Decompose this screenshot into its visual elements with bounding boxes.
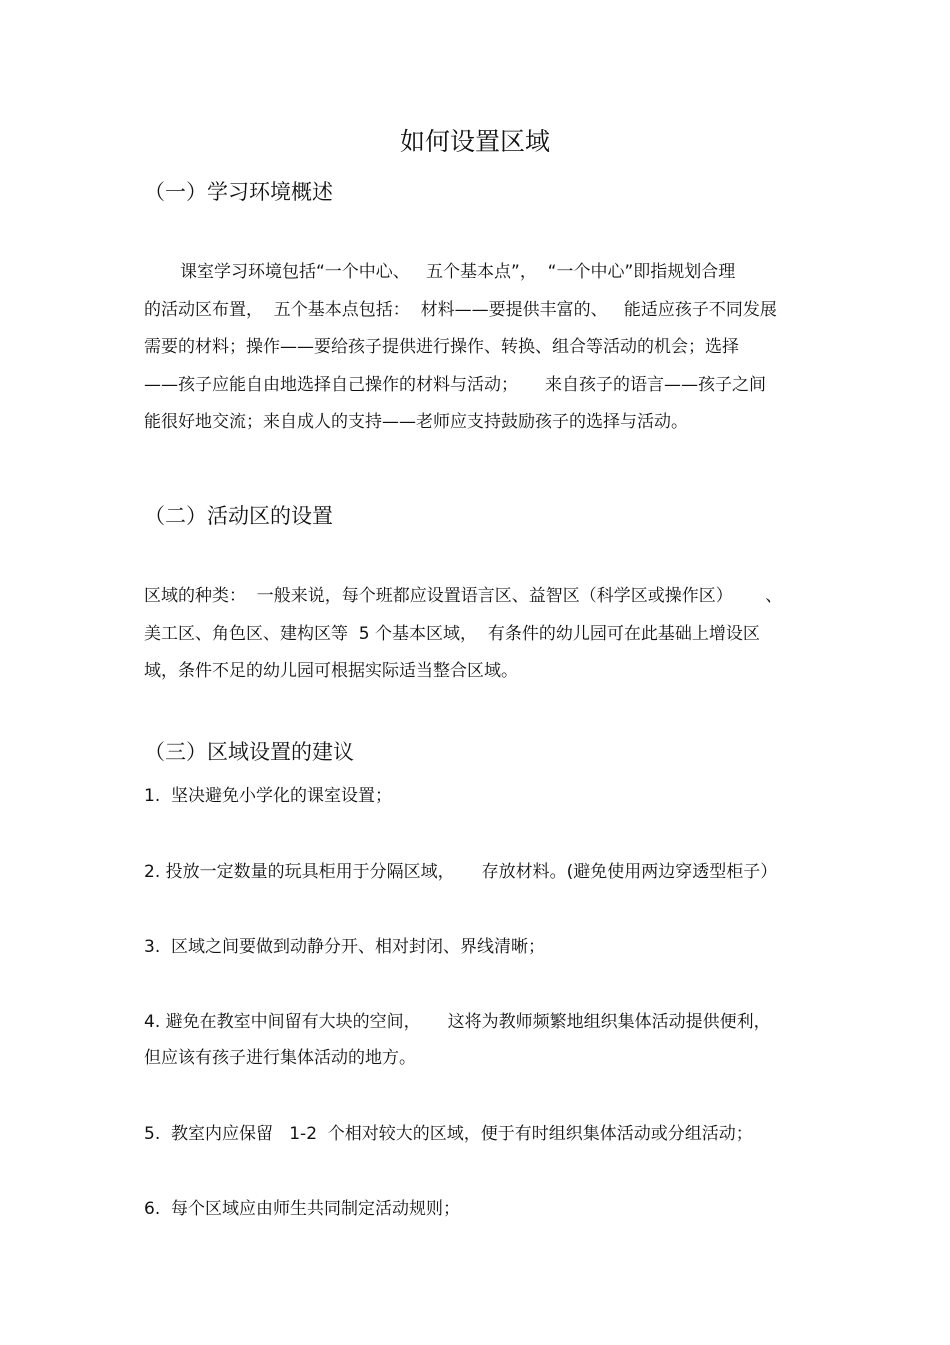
list-item: 5. 教室内应保留 1-2 个相对较大的区域，便于有时组织集体活动或分组活动； [144, 1124, 753, 1144]
list-item: 3. 区域之间要做到动静分开、相对封闭、界线清晰； [144, 937, 546, 957]
paragraph-line: 需要的材料；操作——要给孩子提供进行操作、转换、组合等活动的机会；选择 [144, 337, 739, 357]
list-item-continuation: 但应该有孩子进行集体活动的地方。 [144, 1048, 416, 1068]
section-heading-area-setup-suggestions: （三）区域设置的建议 [144, 740, 354, 764]
paragraph-line: 美工区、角色区、建构区等 5 个基本区域， 有条件的幼儿园可在此基础上增设区 [144, 624, 760, 644]
section-heading-activity-area-setup: （二）活动区的设置 [144, 504, 333, 528]
paragraph-line: 区域的种类： 一般来说，每个班都应设置语言区、益智区（科学区或操作区） 、 [144, 586, 783, 606]
paragraph-line: 的活动区布置， 五个基本点包括： 材料——要提供丰富的、 能适应孩子不同发展 [144, 300, 777, 320]
paragraph-line: 能很好地交流；来自成人的支持——老师应支持鼓励孩子的选择与活动。 [144, 412, 688, 432]
list-item: 1. 坚决避免小学化的课室设置； [144, 786, 393, 806]
list-item: 2. 投放一定数量的玩具柜用于分隔区域， 存放材料。(避免使用两边穿透型柜子） [144, 862, 778, 882]
list-item: 4. 避免在教室中间留有大块的空间， 这将为教师频繁地组织集体活动提供便利， [144, 1012, 771, 1032]
section-heading-learning-environment: （一）学习环境概述 [144, 180, 333, 204]
page-title: 如何设置区域 [399, 127, 550, 156]
paragraph-line: ——孩子应能自由地选择自己操作的材料与活动； 来自孩子的语言——孩子之间 [144, 375, 767, 395]
paragraph-line: 域，条件不足的幼儿园可根据实际适当整合区域。 [144, 661, 518, 681]
paragraph-line: 课室学习环境包括“一个中心、 五个基本点”， “一个中心”即指规划合理 [180, 262, 736, 282]
list-item: 6. 每个区域应由师生共同制定活动规则； [144, 1199, 461, 1219]
